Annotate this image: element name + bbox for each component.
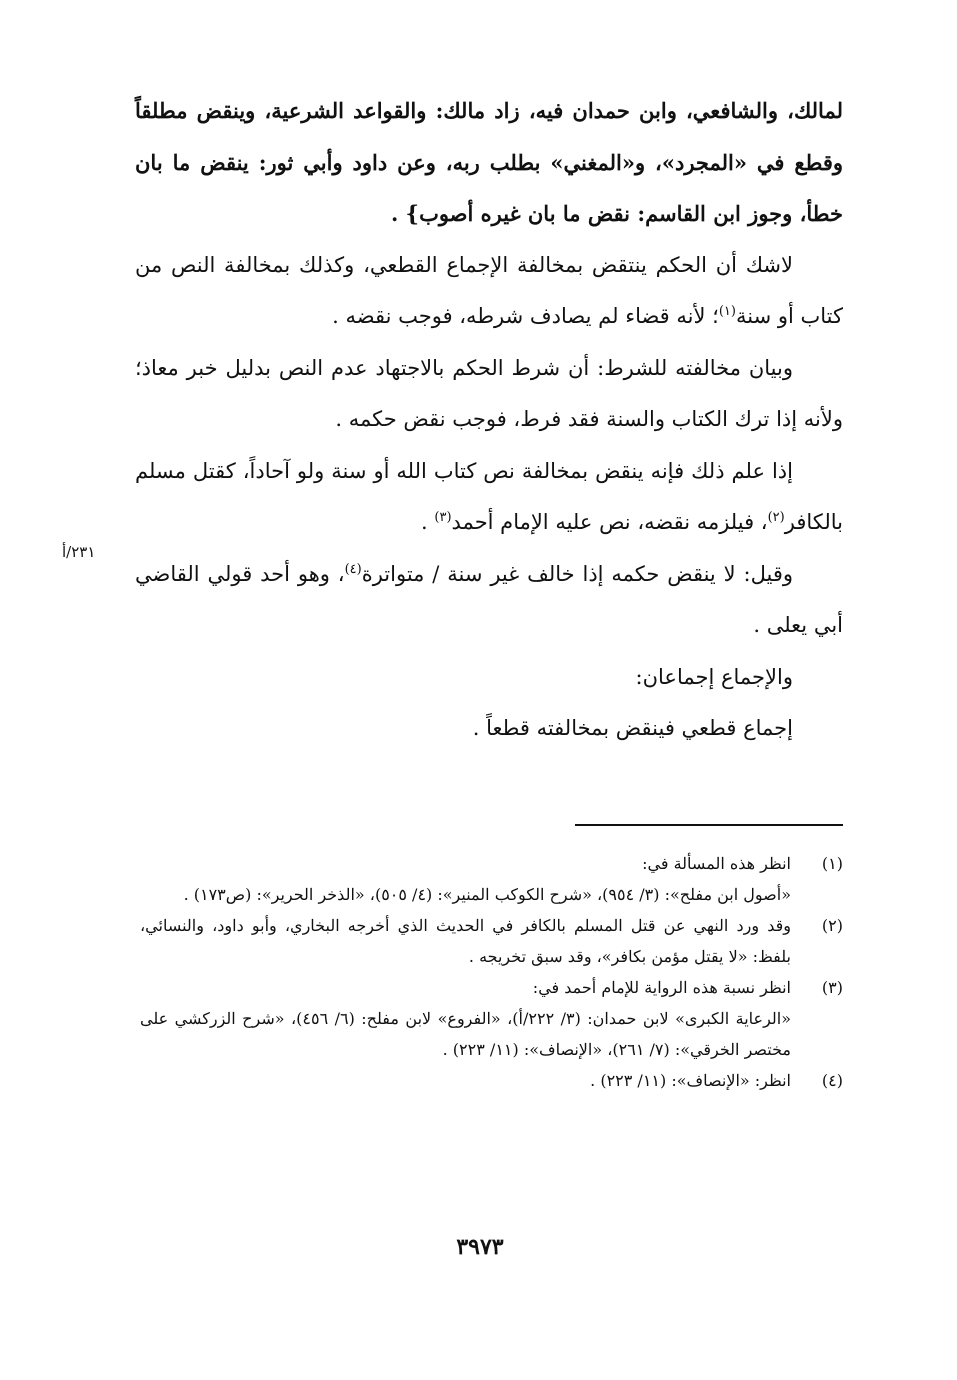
footnote — [140, 848, 843, 910]
paragraph-6: والإجماع إجماعان: — [635, 664, 793, 689]
paragraph-4 — [135, 446, 843, 549]
footnote-line: وقد ورد النهي عن قتل المسلم بالكافر في الحديث الذي أخرجه البخاري، وأبو داود، والنسائي، بلفظ: «لا يقتل مؤمن بكافر»، وقد سبق تخريجه . — [140, 916, 791, 966]
footnote-body — [140, 848, 791, 910]
footnote — [140, 972, 843, 1065]
footnote-ref-1: (١) — [718, 304, 736, 319]
main-text — [135, 85, 843, 755]
paragraph-4-text-b: ، فيلزمه نقضه، نص عليه الإمام أحمد — [451, 510, 768, 534]
paragraph-7: إجماع قطعي فينقض بمخالفته قطعاً . — [472, 716, 793, 740]
footnote-line: انظر هذه المسألة في: — [642, 854, 791, 873]
footnote-ref-3: (٣) — [434, 510, 452, 525]
paragraph-4-text-c: . — [421, 510, 435, 534]
paragraph-1: لمالك، والشافعي، وابن حمدان فيه، زاد مالك: والقواعد الشرعية، وينقض مطلقاً وقطع في «المجرد»، و«المغني» بطلب ربه، وعن داود وأبي ثور: ينقض ما بان خطأ، وجوز ابن القاسم: نقض ما بان غيره أصوب} . — [135, 98, 843, 226]
paragraph-2-text-a: لاشك أن الحكم ينتقض بمخالفة الإجماع القطعي، وكذلك بمخالفة النص من كتاب أو سنة — [135, 252, 843, 328]
footnote-body — [140, 972, 791, 1065]
paragraph-5-text-b: ، وهو أحد قولي القاضي أبي يعلى . — [135, 561, 843, 637]
footnote-line: انظر: «الإنصاف»: (١١/ ٢٢٣) . — [590, 1071, 791, 1090]
manuscript-folio-note: ٢٣١/أ — [62, 543, 96, 561]
footnote-line: انظر نسبة هذه الرواية للإمام أحمد في: — [532, 978, 791, 997]
footnotes — [140, 848, 843, 1096]
footnote-body — [140, 910, 791, 972]
paragraph-5 — [135, 549, 843, 652]
footnote — [140, 910, 843, 972]
footnote-number: (١) — [821, 854, 843, 873]
footnote-number: (٢) — [821, 916, 843, 935]
footnote-number: (٣) — [821, 978, 843, 997]
paragraph-2 — [135, 240, 843, 343]
page-number: ٣٩٧٣ — [456, 1234, 504, 1260]
footnote-ref-2: (٢) — [767, 510, 785, 525]
paragraph-4-text-a: إذا علم ذلك فإنه ينقض بمخالفة نص كتاب الله أو سنة ولو آحاداً، كقتل مسلم بالكافر — [135, 458, 843, 534]
paragraph-5-text-a: وقيل: لا ينقض حكمه إذا خالف غير سنة / متواترة — [361, 561, 793, 586]
footnote-body — [140, 1065, 791, 1096]
footnote-separator — [575, 824, 843, 826]
paragraph-2-text-b: ؛ لأنه قضاء لم يصادف شرطه، فوجب نقضه . — [332, 304, 719, 328]
footnote-ref-4: (٤) — [344, 561, 362, 577]
footnote-line: «أصول ابن مفلح»: (٣/ ٩٥٤)، «شرح الكوكب المنير»: (٤/ ٥٠٥)، «الذخر الحرير»: (ص١٧٣) . — [183, 885, 791, 904]
footnote-number: (٤) — [821, 1071, 843, 1090]
paragraph-3: وبيان مخالفته للشرط: أن شرط الحكم بالاجتهاد عدم النص بدليل خبر معاذ؛ ولأنه إذا ترك الكتاب والسنة فقد فرط، فوجب نقض حكمه . — [135, 355, 843, 431]
footnote-line: «الرعاية الكبرى» لابن حمدان: (٣/ ٢٢٢/أ)، «الفروع» لابن مفلح: (٦/ ٤٥٦)، «شرح الزركشي على مختصر الخرقي»: (٧/ ٢٦١)، «الإنصاف»: (١١/ ٢٢٣) . — [140, 1009, 792, 1059]
footnote — [140, 1065, 843, 1096]
